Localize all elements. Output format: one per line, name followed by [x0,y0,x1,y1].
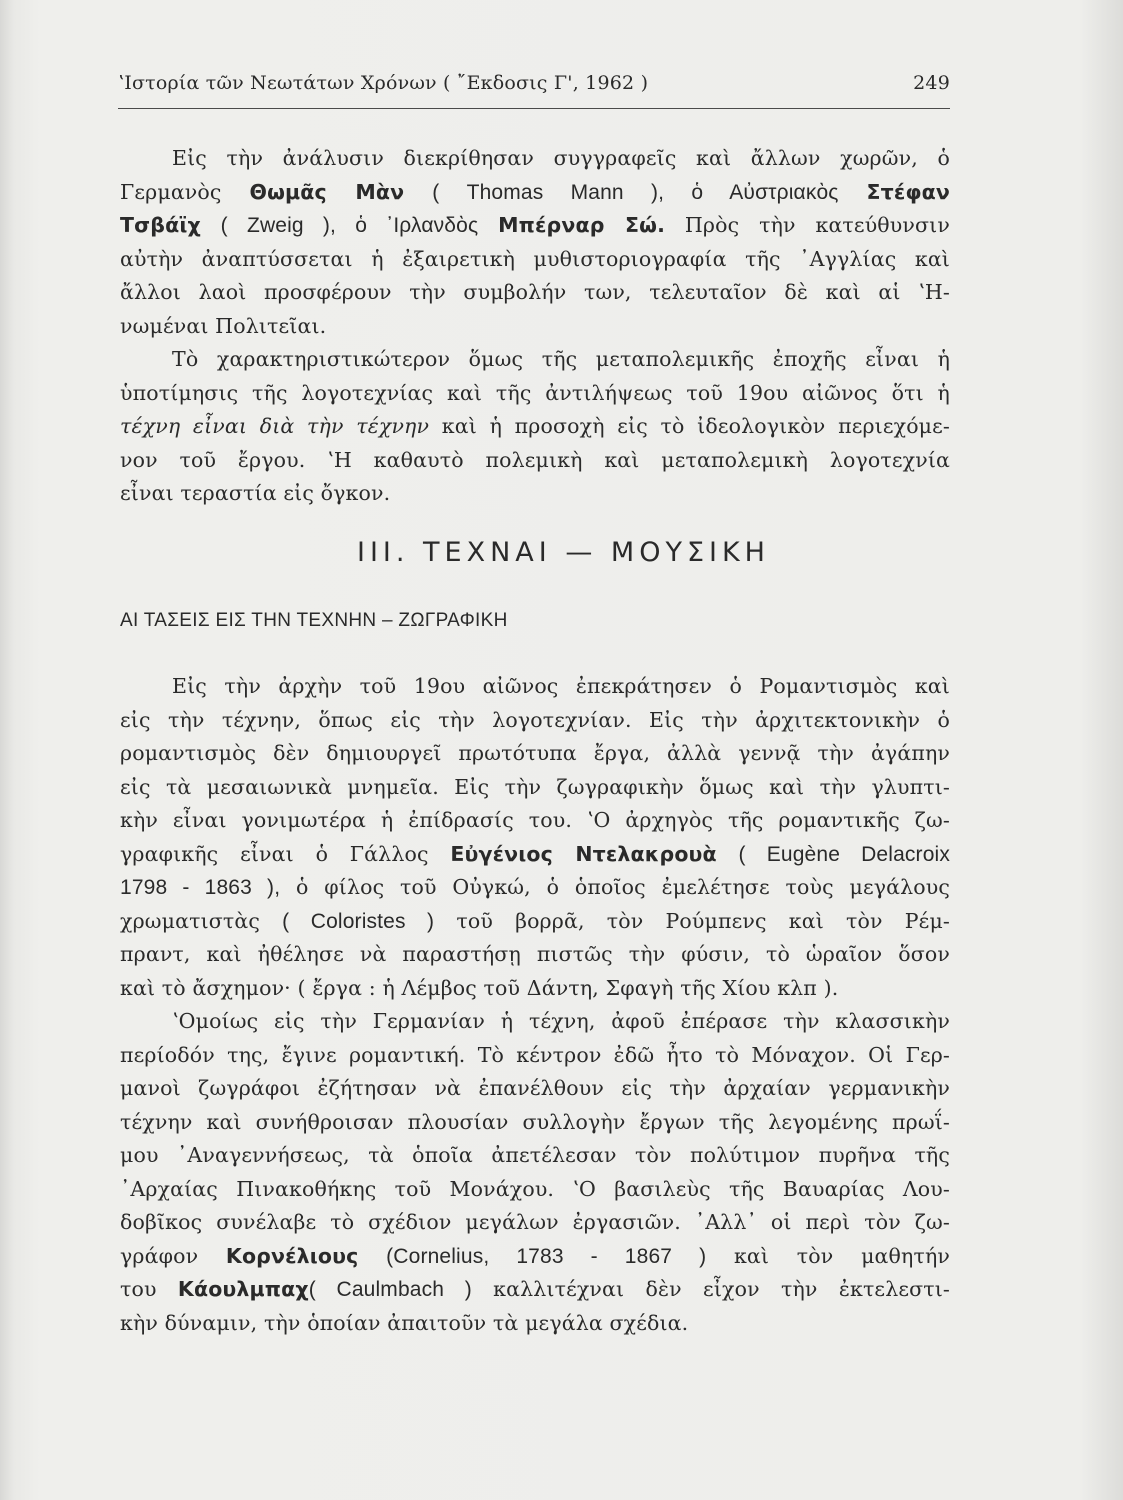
text-line: του Κάουλμπαχ( Caulmbach ) καλλιτέχναι δὲν εἶχον τὴν ἐκτελεστι- [120,1277,951,1301]
text-line: εἰς τὰ μεσαιωνικὰ μνημεῖα. Εἰς τὴν ζωγραφικὴν ὅμως καὶ τὴν γλυπτι- [120,774,950,799]
running-header [118,72,950,94]
text-line: Γερμανὸς Θωμᾶς Μὰν ( Thomas Mann ), ὁ Αὐστριακὸς Στέφαν [120,179,950,204]
text-line: Εἰς τὴν ἀρχὴν τοῦ 19ου αἰῶνος ἐπεκράτησεν ὁ Ρομαντισμὸς καὶ [172,674,950,698]
header-rule [118,108,950,109]
name-bernard-shaw: Μπέρναρ Σώ. [498,213,666,237]
text-line: γράφον Κορνέλιους (Cornelius, 1783 - 1867 ) καὶ τὸν μαθητήν [120,1243,951,1268]
text-line: Τσβάϊχ ( Zweig ), ὁ ᾽Ιρλανδὸς Μπέρναρ Σώ. Πρὸς τὴν κατεύθυνσιν [120,213,950,237]
name-thomas-mann: Θωμᾶς Μὰν [249,179,405,204]
text-line: κὴν εἶναι γονιμωτέρα ἡ ἐπίδρασίς του. ʽΟ ἀρχηγὸς τῆς ρομαντικῆς ζω- [120,808,950,832]
text-line: καὶ τὸ ἄσχημον· ( ἔργα : ἡ Λέμβος τοῦ Δάντη, Σφαγὴ τῆς Χίου κλπ ). [120,975,839,1000]
paragraph-german-romantic-art [120,1005,950,1340]
section-title: ΙΙΙ. ΤΕΧΝΑΙ — ΜΟΥΣΙΚΗ [357,537,770,568]
name-cornelius: Κορνέλιους [225,1243,359,1268]
text-line: ἄλλοι λαοὶ προσφέρουν τὴν συμβολήν των, τελευταῖον δὲ καὶ αἱ ʽΗ- [120,280,950,304]
italic-art-for-art: τέχνη εἶναι διὰ τὴν τέχνην [120,414,430,438]
text-line: πραντ, καὶ ἠθέλησε νὰ παραστήσῃ πιστῶς τὴν φύσιν, τὸ ὡραῖον ὅσον [120,942,950,966]
text-line: τέχνη εἶναι διὰ τὴν τέχνην καὶ ἡ προσοχὴ εἰς τὸ ἰδεολογικὸν περιεχόμε- [120,414,951,438]
name-zweig: Τσβάϊχ [120,213,201,237]
text-line: ᾽Αρχαίας Πινακοθήκης τοῦ Μονάχου. ʽΟ βασιλεὺς τῆς Βαυαρίας Λου- [120,1176,950,1201]
text-line: Τὸ χαρακτηριστικώτερον ὅμως τῆς μεταπολεμικῆς ἐποχῆς εἶναι ἡ [172,347,950,371]
text-line: περίοδόν της, ἔγινε ρομαντική. Τὸ κέντρον ἐδῶ ἦτο τὸ Μόναχον. Οἱ Γερ- [120,1042,950,1067]
text-line: τέχνην καὶ συνήθροισαν πλουσίαν συλλογὴν ἔργων τῆς λεγομένης πρωΐ- [120,1109,950,1134]
text-line: γραφικῆς εἶναι ὁ Γάλλος Εὐγένιος Ντελακρουὰ ( Eugène Delacroix [120,841,950,866]
text-line: 1798 - 1863 ), ὁ φίλος τοῦ Οὐγκώ, ὁ ὁποῖος ἐμελέτησε τοὺς μεγάλους [120,875,951,899]
text-line: Εἰς τὴν ἀνάλυσιν διεκρίθησαν συγγραφεῖς καὶ ἄλλων χωρῶν, ὁ [172,146,950,170]
text-line: νωμέναι Πολιτεῖαι. [120,313,327,338]
text-line: αὐτὴν ἀναπτύσσεται ἡ ἐξαιρετικὴ μυθιστοριογραφία τῆς ᾽Αγγλίας καὶ [120,246,950,271]
name-stefan: Στέφαν [866,179,950,204]
text-line: δοβῖκος συνέλαβε τὸ σχέδιον μεγάλων ἐργασιῶν. ᾽Αλλ᾽ οἱ περὶ τὸν ζω- [120,1210,950,1234]
text-line: νον τοῦ ἔργου. ʽΗ καθαυτὸ πολεμικὴ καὶ μεταπολεμικὴ λογοτεχνία [120,447,950,472]
text-line: χρωματιστὰς ( Coloristes ) τοῦ βορρᾶ, τὸν Ρούμπενς καὶ τὸν Ρέμ- [120,908,950,933]
text-line: εἰς τὴν τέχνην, ὅπως εἰς τὴν λογοτεχνίαν. Εἰς τὴν ἀρχιτεκτονικὴν ὁ [120,707,950,732]
name-delacroix: Εὐγένιος Ντελακρουὰ [450,841,717,866]
header-title: ʽΙστορία τῶν Νεωτάτων Χρόνων ( ῎Εκδοσις Γ', 1962 ) [118,72,649,94]
paragraph-romanticism [120,670,950,1005]
text-line: εἶναι τεραστία εἰς ὄγκον. [120,481,391,505]
text-line: ρομαντισμὸς δὲν δημιουργεῖ πρωτότυπα ἔργα, ἀλλὰ γεννᾷ τὴν ἀγάπην [120,741,950,765]
text-line: μου ᾽Αναγεννήσεως, τὰ ὁποῖα ἀπετέλεσαν τὸν πολύτιμον πυρῆνα τῆς [120,1143,950,1167]
text-line: κὴν δύναμιν, τὴν ὁποίαν ἀπαιτοῦν τὰ μεγάλα σχέδια. [120,1310,689,1335]
page-number: 249 [913,72,950,94]
name-kaulbach: Κάουλμπαχ [177,1277,309,1301]
text-line: μανοὶ ζωγράφοι ἐζήτησαν νὰ ἐπανέλθουν εἰς τὴν ἀρχαίαν γερμανικὴν [120,1076,950,1100]
paragraph-literature-authors [120,142,950,343]
text-line: ʽΟμοίως εἰς τὴν Γερμανίαν ἡ τέχνη, ἀφοῦ ἐπέρασε τὴν κλασσικὴν [172,1009,950,1033]
paragraph-postwar-literature [120,343,950,511]
text-line: ὑποτίμησις τῆς λογοτεχνίας καὶ τῆς ἀντιλήψεως τοῦ 19ου αἰῶνος ὅτι ἡ [120,380,950,405]
section-subtitle: ΑΙ ΤΑΣΕΙΣ ΕΙΣ ΤΗΝ ΤΕΧΝΗΝ – ΖΩΓΡΑΦΙΚΗ [120,610,508,631]
